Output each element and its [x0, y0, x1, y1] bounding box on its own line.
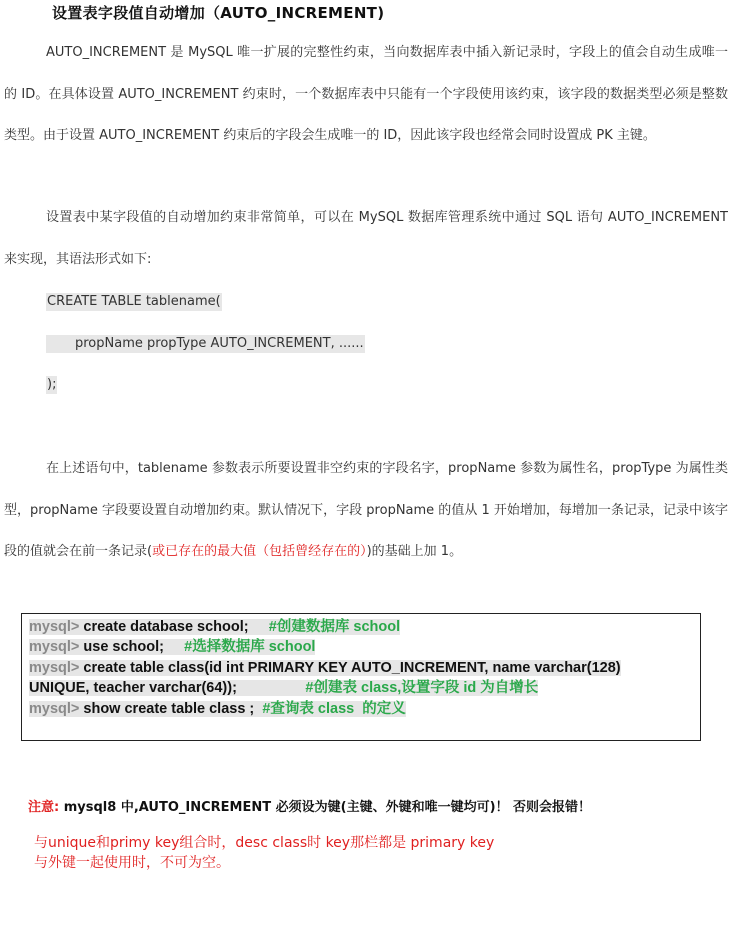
explanation-highlight: 或已存在的最大值（包括曾经存在的）	[152, 544, 367, 559]
paragraph-explanation	[4, 448, 728, 573]
syntax-line-2-text: propName propType AUTO_INCREMENT, ......	[75, 336, 364, 351]
note-text: mysql8 中,AUTO_INCREMENT 必须设为键(主键、外键和唯一键均可)！ 否则会报错！	[59, 800, 592, 815]
shell-prompt: mysql>	[29, 701, 80, 717]
red-remark-2: 与外键一起使用时，不可为空。	[34, 855, 230, 871]
shell-prompt: mysql>	[29, 619, 80, 635]
syntax-line-1: CREATE TABLE tablename(	[47, 294, 221, 309]
shell-line	[29, 678, 538, 698]
red-remark-1: 与unique和primy key组合时，desc class时 key那栏都是 primary key	[34, 835, 495, 851]
section-heading: 设置表字段值自动增加（AUTO_INCREMENT)	[52, 4, 385, 22]
note-label: 注意:	[28, 800, 60, 815]
shell-line	[29, 617, 400, 637]
shell-line	[29, 637, 315, 657]
shell-prompt: mysql>	[29, 660, 80, 676]
syntax-line-2	[46, 335, 365, 353]
shell-line	[29, 658, 621, 678]
syntax-line-3: );	[47, 377, 57, 392]
shell-command: create table class(id int PRIMARY KEY AUTO_INCREMENT, name varchar(128)	[79, 660, 621, 676]
explanation-text-after: )的基础上加 1。	[366, 544, 463, 559]
mysql-shell-box	[21, 613, 701, 741]
paragraph-syntax-intro: 设置表中某字段值的自动增加约束非常简单，可以在 MySQL 数据库管理系统中通过 SQL 语句 AUTO_INCREMENT 来实现，其语法形式如下:	[4, 210, 728, 267]
shell-line	[29, 699, 406, 719]
shell-command: use school;	[79, 639, 164, 655]
shell-comment: #查询表 class 的定义	[262, 701, 406, 717]
shell-prompt: mysql>	[29, 639, 80, 655]
shell-command: create database school;	[79, 619, 249, 635]
shell-comment: #创建表 class,设置字段 id 为自增长	[305, 680, 539, 696]
explanation-text-before: 在上述语句中，tablename 参数表示所要设置非空约束的字段名字，propName 参数为属性名，propType 为属性类型，propName 字段要设置自动增加约束。默认情况下，字段 propName 的值从 1 开始增加，每增加一条记录，记录中该字段的值就会在前一条记录(	[4, 461, 728, 559]
paragraph-intro: AUTO_INCREMENT 是 MySQL 唯一扩展的完整性约束，当向数据库表中插入新记录时，字段上的值会自动生成唯一的 ID。在具体设置 AUTO_INCREMENT 约束时，一个数据库表中只能有一个字段使用该约束，该字段的数据类型必须是整数类型。由于设置 AUTO_INCREMENT 约束后的字段会生成唯一的 ID，因此该字段也经常会同时设置成 PK 主键。	[4, 45, 728, 143]
shell-command: UNIQUE, teacher varchar(64));	[29, 680, 237, 696]
shell-command: show create table class ;	[79, 701, 255, 717]
shell-comment: #选择数据库 school	[184, 639, 316, 655]
note	[28, 796, 591, 815]
shell-comment: #创建数据库 school	[268, 619, 401, 635]
